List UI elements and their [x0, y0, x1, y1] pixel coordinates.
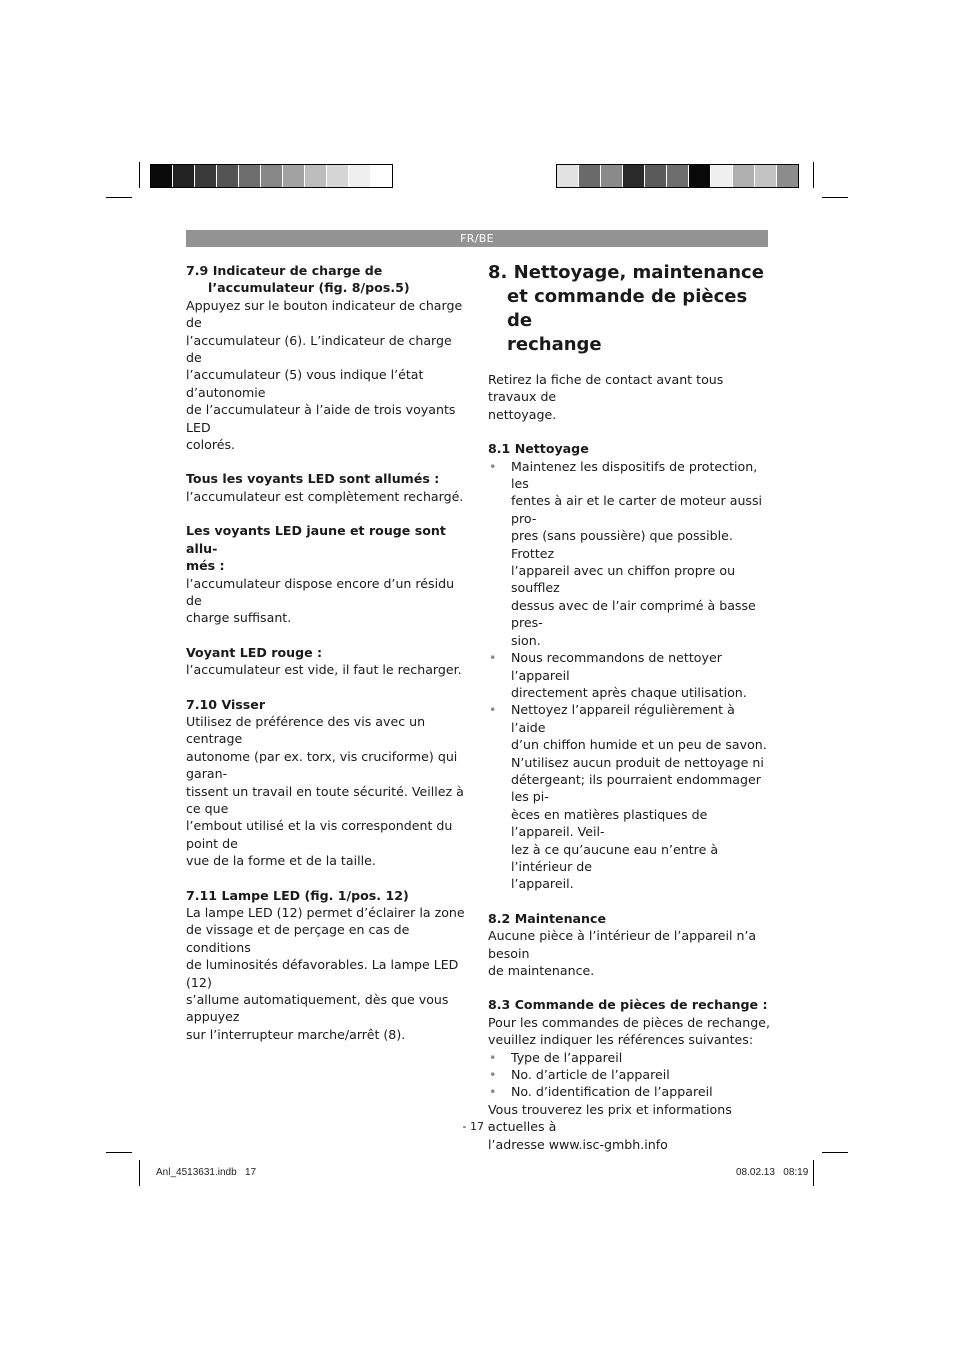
color-swatch	[239, 165, 261, 187]
list-item	[488, 1049, 770, 1066]
text-line: N’utilisez aucun produit de nettoyage ni	[511, 754, 764, 770]
text-line: d’un chiffon humide et un peu de savon.	[511, 737, 767, 753]
text-line: de vissage et de perçage en cas de conditions	[186, 922, 410, 955]
list-item	[488, 649, 770, 701]
text-line: sur l’interrupteur marche/arrêt (8).	[186, 1026, 406, 1042]
list-item	[488, 1066, 770, 1083]
text-line: Pour les commandes de pièces de rechange,	[488, 1014, 770, 1030]
color-swatch	[601, 165, 623, 187]
list-item	[488, 701, 770, 892]
text-line: l’embout utilisé et la vis correspondent du point de	[186, 818, 453, 851]
color-swatch	[689, 165, 711, 187]
section-8-title: 8. Nettoyage, maintenance	[488, 262, 764, 283]
footer-filename: Anl_4513631.indb 17	[156, 1167, 257, 1178]
text-line: l’appareil.	[511, 876, 574, 892]
text-line: de l’accumulateur à l’aide de trois voyants LED	[186, 402, 456, 435]
crop-mark	[813, 162, 814, 188]
color-swatch	[327, 165, 349, 187]
text-line: • No. d’identification de l’appareil	[511, 1084, 713, 1100]
color-swatch	[557, 165, 579, 187]
text-line: nettoyage.	[488, 406, 557, 422]
left-column	[186, 262, 468, 1043]
text-line: èces en matières plastiques de l’appareil. Veil-	[511, 806, 708, 840]
text-line: • Nettoyez l’appareil régulièrement à l’aide	[511, 702, 735, 735]
text-line: l’accumulateur dispose encore d’un résidu de	[186, 575, 455, 608]
color-calibration-bar-right	[556, 164, 799, 188]
color-swatch	[711, 165, 733, 187]
color-swatch	[195, 165, 217, 187]
text-line: • No. d’article de l’appareil	[511, 1067, 670, 1083]
section-7-9-title-line2: l’accumulateur (fig. 8/pos.5)	[208, 280, 410, 296]
red-led-title: Voyant LED rouge :	[186, 644, 323, 660]
section-7-11-title: 7.11 Lampe LED (fig. 1/pos. 12)	[186, 887, 409, 903]
all-led-title: Tous les voyants LED sont allumés :	[186, 471, 440, 487]
crop-mark	[822, 1152, 848, 1153]
section-8-title-line2: et commande de pièces de	[507, 286, 748, 331]
section-7-9-title: 7.9 Indicateur de charge de	[186, 263, 383, 278]
right-column	[488, 261, 770, 1153]
text-line: Utilisez de préférence des vis avec un centrage	[186, 713, 426, 747]
color-swatch	[151, 165, 173, 187]
text-line: pres (sans poussière) que possible. Frottez	[511, 528, 733, 561]
text-line: fentes à air et le carter de moteur aussi pro-	[511, 493, 763, 526]
text-line: tissent un travail en toute sécurité. Veillez à ce que	[186, 783, 464, 816]
section-8-3-title: 8.3 Commande de pièces de rechange :	[488, 997, 768, 1013]
color-swatch	[623, 165, 645, 187]
text-line: détergeant; ils pourraient endommager les pi-	[511, 771, 761, 805]
text-line: Appuyez sur le bouton indicateur de charge de	[186, 297, 463, 331]
text-line: s’allume automatiquement, dès que vous appuyez	[186, 992, 449, 1025]
text-line: Aucune pièce à l’intérieur de l’appareil n’a besoin	[488, 928, 757, 961]
color-swatch	[755, 165, 777, 187]
all-led-text: l’accumulateur est complètement rechargé.	[186, 488, 464, 504]
text-line: l’adresse www.isc-gmbh.info	[488, 1136, 668, 1152]
color-swatch	[217, 165, 239, 187]
text-line: vue de la forme et de la taille.	[186, 853, 376, 869]
text-line: Vous trouverez les prix et informations actuelles à	[488, 1101, 732, 1135]
color-swatch	[579, 165, 601, 187]
text-line: lez à ce qu’aucune eau n’entre à l’intérieur de	[511, 841, 719, 874]
color-calibration-bar-left	[150, 164, 393, 188]
text-line: l’appareil avec un chiffon propre ou soufflez	[511, 563, 736, 596]
section-8-1-title: 8.1 Nettoyage	[488, 441, 589, 457]
color-swatch	[733, 165, 755, 187]
text-line: de maintenance.	[488, 963, 595, 978]
crop-mark	[139, 1160, 140, 1186]
text-line: • Maintenez les dispositifs de protection, les	[511, 458, 758, 492]
text-line: • Type de l’appareil	[511, 1049, 623, 1065]
text-line: La lampe LED (12) permet d’éclairer la zone	[186, 905, 465, 920]
color-swatch	[645, 165, 667, 187]
section-8-title-line3: rechange	[507, 334, 602, 355]
text-line: l’accumulateur (6). L’indicateur de charge de	[186, 332, 452, 366]
text-line: dessus avec de l’air comprimé à basse pres-	[511, 597, 756, 631]
color-swatch	[349, 165, 371, 187]
section-7-10-title: 7.10 Visser	[186, 696, 266, 712]
color-swatch	[777, 165, 798, 187]
color-swatch	[283, 165, 305, 187]
color-swatch	[173, 165, 195, 187]
list-item	[488, 1083, 770, 1100]
yellow-red-led-title: Les voyants LED jaune et rouge sont allu-	[186, 523, 446, 556]
red-led-text: l’accumulateur est vide, il faut le recharger.	[186, 662, 462, 678]
locale-header: FR/BE	[186, 230, 768, 247]
color-swatch	[305, 165, 327, 187]
section-8-2-title: 8.2 Maintenance	[488, 910, 607, 926]
footer-datetime: 08.02.13 08:19	[736, 1167, 809, 1178]
text-line: sion.	[511, 632, 541, 648]
crop-mark	[813, 1160, 814, 1186]
text-line: autonome (par ex. torx, vis cruciforme) qui garan-	[186, 748, 458, 782]
text-line: colorés.	[186, 437, 236, 453]
color-swatch	[261, 165, 283, 187]
crop-mark	[106, 1152, 132, 1153]
list-item	[488, 458, 770, 649]
crop-mark	[139, 162, 140, 188]
text-line: l’accumulateur (5) vous indique l’état d’autonomie	[186, 367, 424, 400]
text-line: directement après chaque utilisation.	[511, 684, 747, 700]
text-line: charge suffisant.	[186, 610, 292, 626]
crop-mark	[106, 197, 132, 198]
yellow-red-led-title-line2: més :	[186, 558, 225, 574]
text-line: de luminosités défavorables. La lampe LED (12)	[186, 957, 459, 990]
color-swatch	[371, 165, 392, 187]
text-line: veuillez indiquer les références suivantes:	[488, 1032, 754, 1048]
text-line: Retirez la fiche de contact avant tous travaux de	[488, 372, 724, 405]
crop-mark	[822, 197, 848, 198]
color-swatch	[667, 165, 689, 187]
page-number: - 17 -	[462, 1120, 492, 1133]
text-line: • Nous recommandons de nettoyer l’appareil	[511, 650, 722, 683]
